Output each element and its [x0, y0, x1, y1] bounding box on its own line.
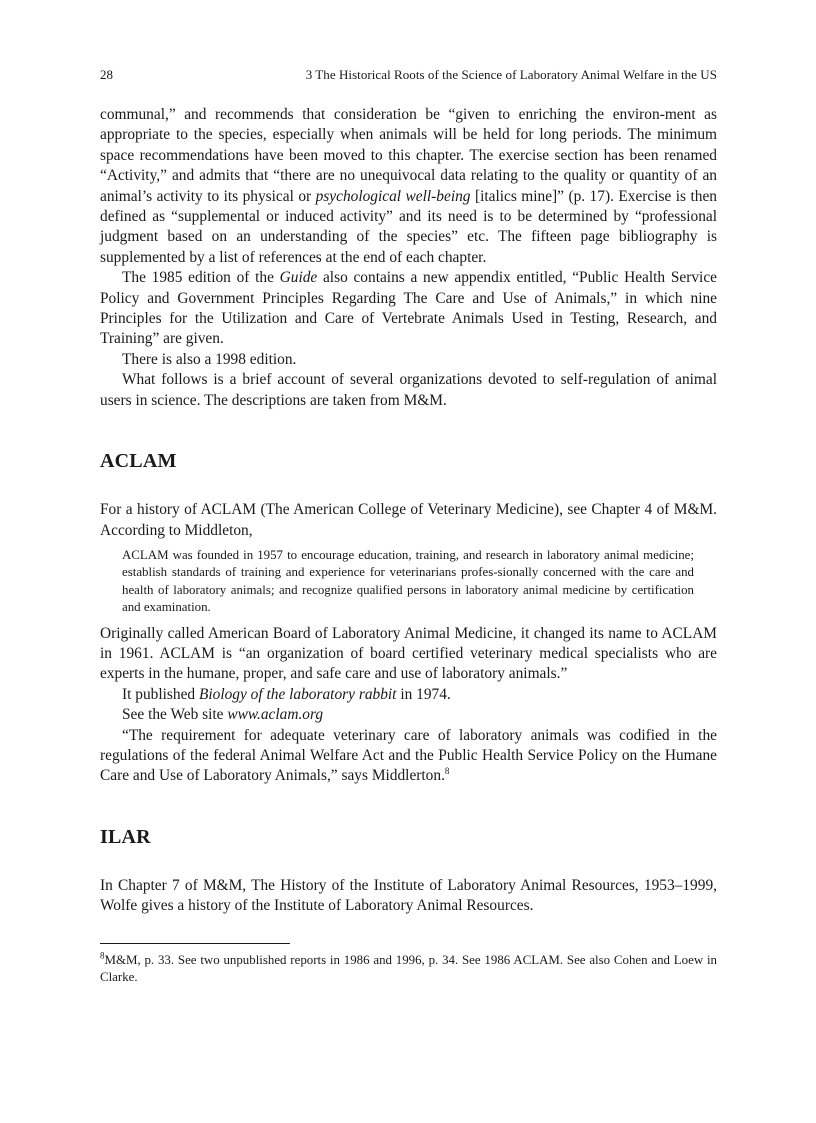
footnote-text: M&M, p. 33. See two unpublished reports in 1986 and 1996, p. 34. See 1986 ACLAM. See also Cohen and Loew in Clarke.	[100, 952, 717, 984]
footnote-divider	[100, 943, 290, 944]
paragraph-ilar-intro: In Chapter 7 of M&M, The History of the Institute of Laboratory Animal Resources, 1953–1999, Wolfe gives a history of the Institute of Laboratory Animal Resources.	[100, 876, 717, 915]
paragraph-text: It published	[122, 685, 199, 703]
paragraph-aclam-intro: For a history of ACLAM (The American College of Veterinary Medicine), see Chapter 4 of M&M. According to Middleton,	[100, 501, 717, 539]
paragraph-guide-continuation	[100, 105, 717, 268]
paragraph-text: communal,” and recommends that consideration be “given to enriching the environ-ment as appropriate to the species, especially when animals will be held for long periods. The minimum space recommendations have been moved to this chapter. The exercise section has been renamed “Activity,” and admits that “there are no unequivocal data relating to the quality or quantity of an animal’s activity to its physical or	[100, 106, 717, 205]
footnote-reference: 8	[444, 766, 450, 777]
running-head	[100, 66, 717, 84]
website-url: www.aclam.org	[227, 706, 324, 724]
paragraph-text: See the Web site	[122, 706, 228, 724]
paragraph-aclam-website	[100, 705, 717, 725]
footnote	[100, 952, 717, 987]
italic-book-title: Biology of the laboratory rabbit	[198, 685, 397, 703]
paragraph-1985-edition	[100, 268, 717, 350]
paragraph-aclam-requirement	[100, 726, 717, 787]
paragraph-1998-edition: There is also a 1998 edition.	[122, 350, 297, 368]
paragraph-aclam-origin: Originally called American Board of Laboratory Animal Medicine, it changed its name to ACLAM in 1961. ACLAM is “an organization of board certified veterinary medical specialists who are experts in the humane, proper, and safe care and use of laboratory animals.”	[100, 624, 717, 683]
italic-title: Guide	[279, 269, 318, 287]
section-heading-aclam: ACLAM	[100, 450, 177, 473]
paragraph-text: The 1985 edition of the	[122, 269, 280, 287]
paragraph-text: “The requirement for adequate veterinary care of laboratory animals was codified in the regulations of the federal Animal Welfare Act and the Public Health Service Policy on the Humane Care and Use of Laboratory Animals,” says Middlerton.	[100, 726, 717, 785]
page	[100, 66, 717, 986]
paragraph-organizations: What follows is a brief account of several organizations devoted to self-regulation of animal users in science. The descriptions are taken from M&M.	[100, 371, 717, 409]
paragraph-aclam-published	[100, 685, 717, 705]
footnote-number: 8	[100, 950, 105, 961]
paragraph-text: in 1974.	[396, 685, 451, 703]
section-heading-ilar: ILAR	[100, 825, 151, 848]
chapter-title: 3 The Historical Roots of the Science of Laboratory Animal Welfare in the US	[305, 67, 717, 82]
page-number: 28	[100, 67, 113, 82]
paragraph-text: [italics mine]” (p. 17). Exercise is then defined as “supplemental or induced activity” and its need is to be determined by “professional judgment based on an understanding of the species” etc. The fifteen page bibliography is supplemented by a list of references at the end of each chapter.	[100, 187, 717, 266]
paragraph-text: also contains a new appendix entitled, “Public Health Service Policy and Government Principles Regarding The Care and Use of Animals,” in which nine Principles for the Utilization and Care of Vertebrate Animals Used in Testing, Research, and Training” are given.	[100, 269, 717, 348]
italic-phrase: psychological well-being	[315, 187, 471, 205]
block-quote-aclam: ACLAM was founded in 1957 to encourage education, training, and research in laboratory animal medicine; establish standards of training and experience for veterinarians profes-sionally concerned with the care and health of laboratory animals; and recognize qualified persons in laboratory animal medicine by certification and examination.	[122, 547, 694, 615]
